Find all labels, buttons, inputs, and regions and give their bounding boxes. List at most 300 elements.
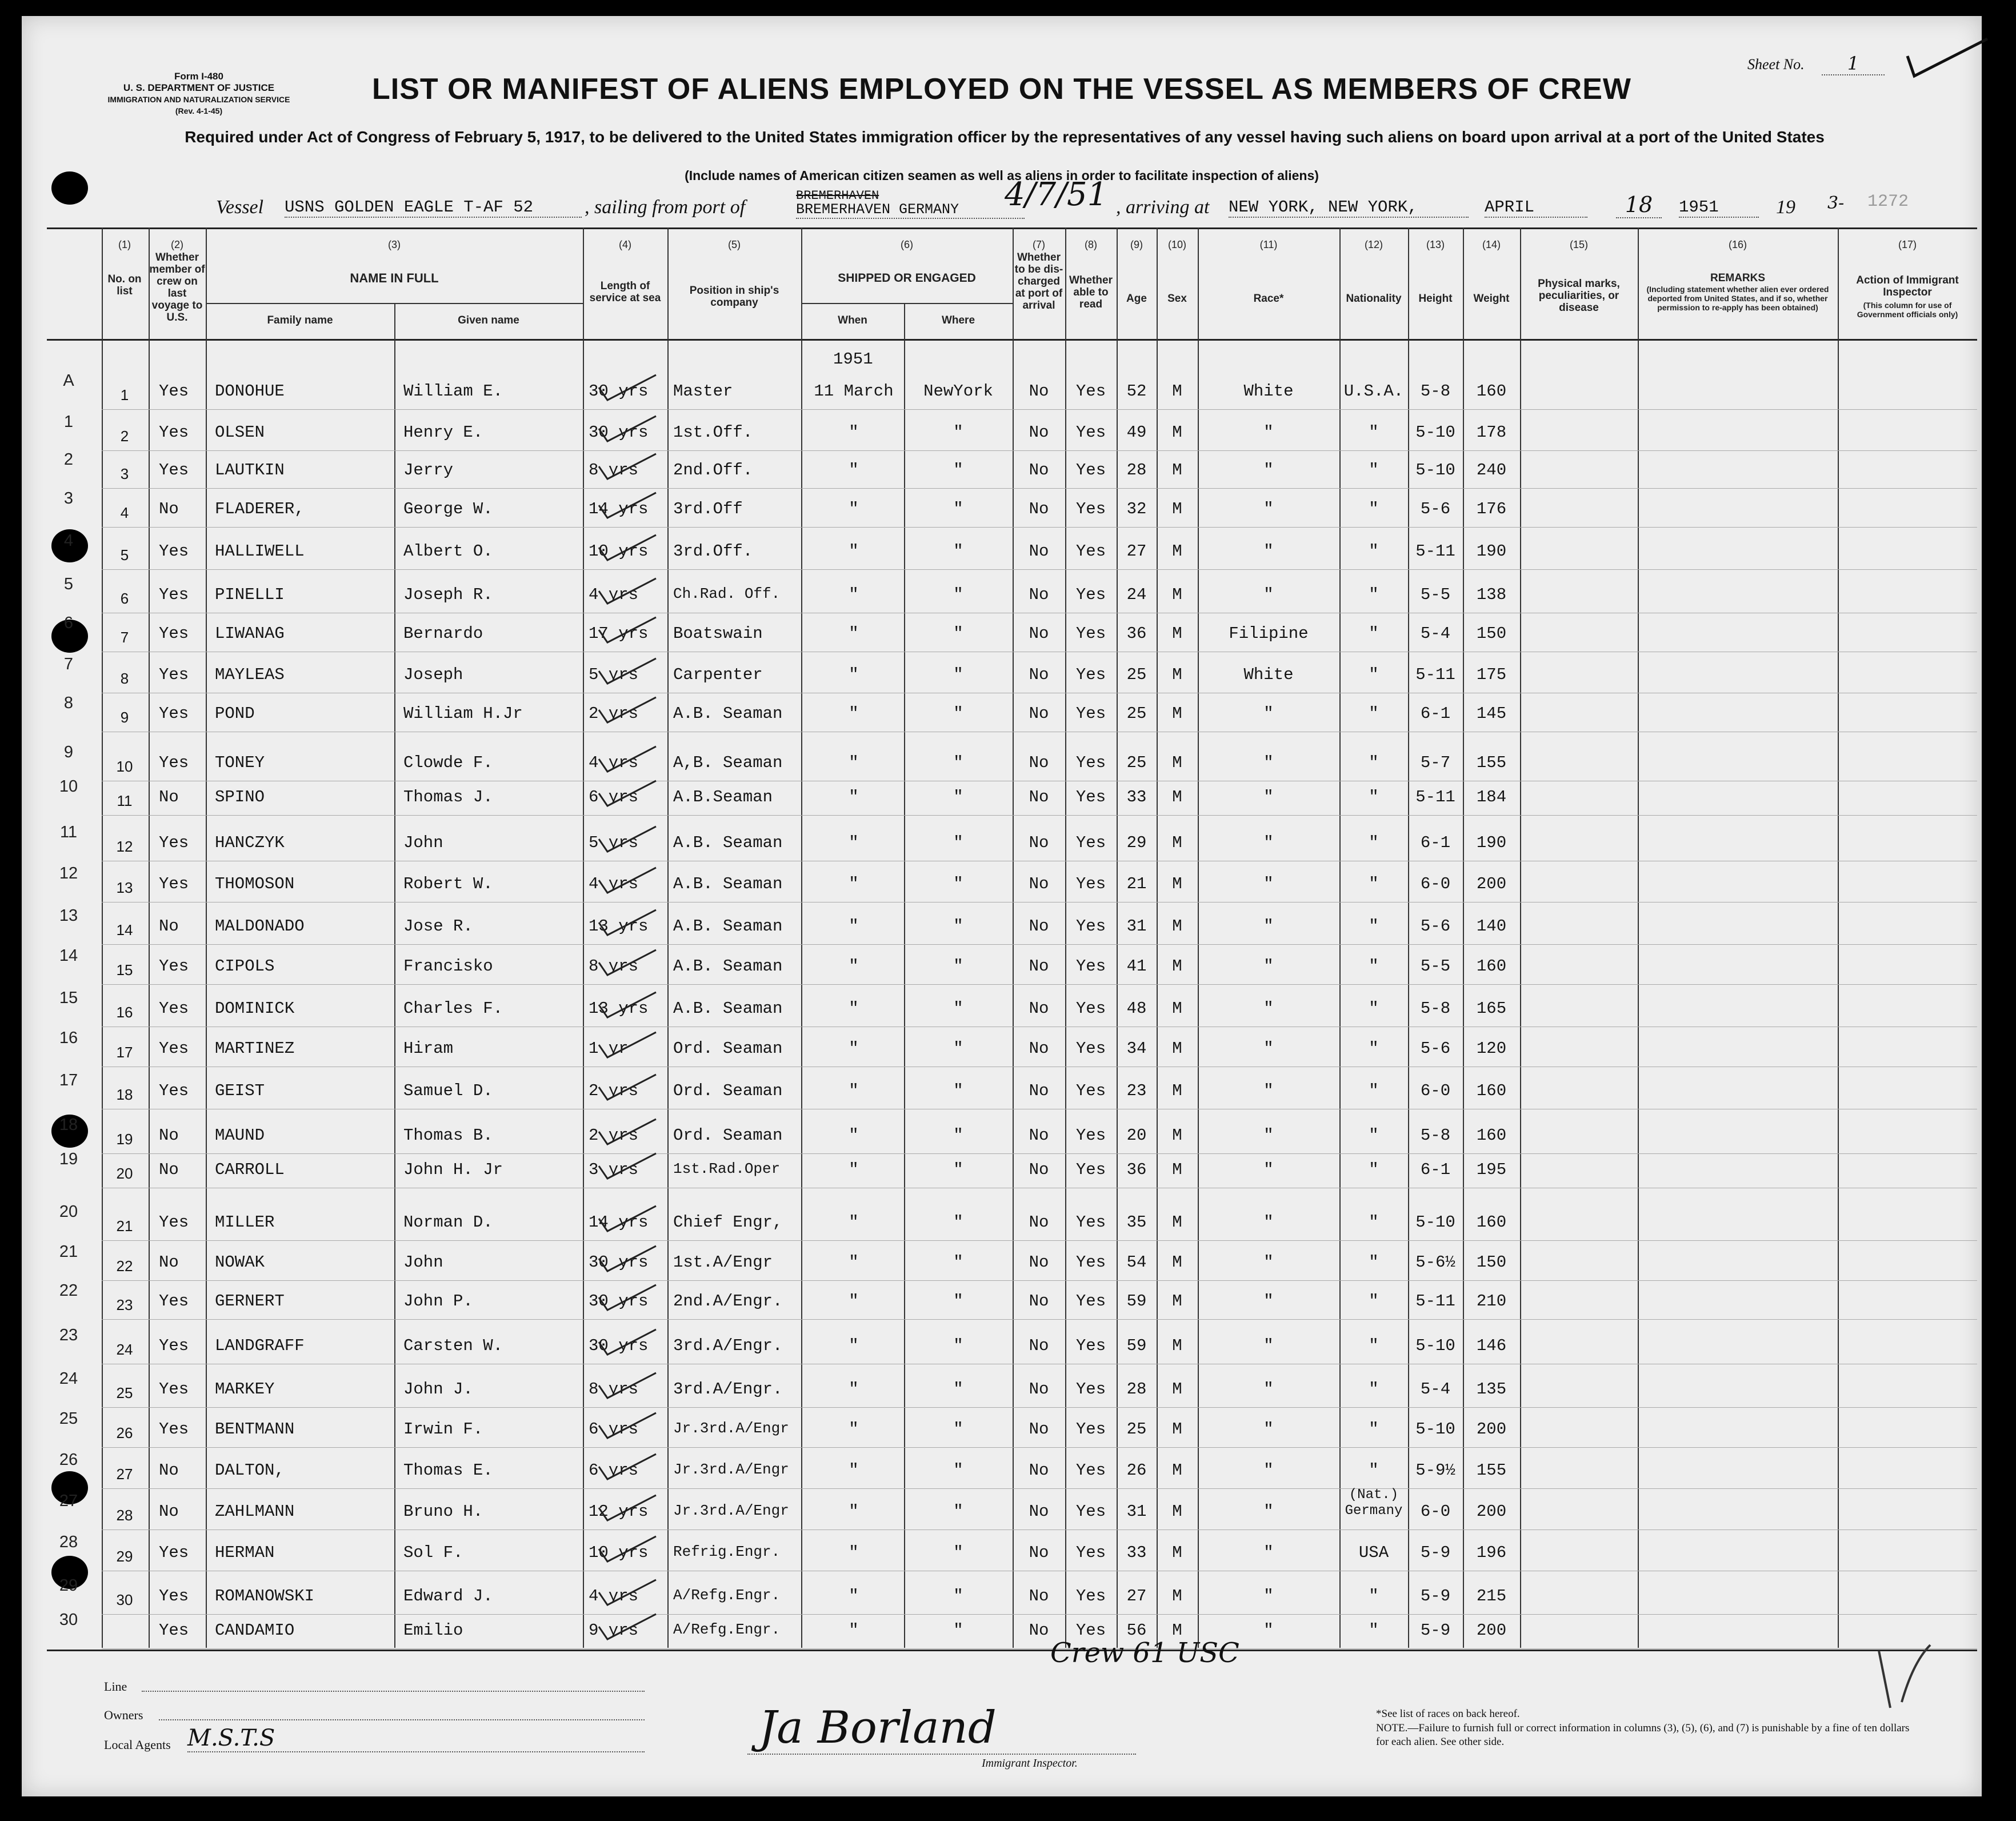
cell-svc: 8 yrs [589, 461, 639, 480]
row-margin-label: 13 [59, 906, 78, 925]
checkmark-icon [593, 574, 662, 608]
stamp-number: 1272 [1867, 192, 1909, 211]
cell-where: " [953, 704, 963, 723]
cell-race: " [1263, 1336, 1274, 1355]
cell-svc: 10 yrs [589, 542, 649, 561]
checkmark-icon [593, 1241, 662, 1276]
service: IMMIGRATION AND NATURALIZATION SERVICE [107, 95, 290, 104]
cell-ht: 6-1 [1420, 704, 1451, 723]
cell-given: Charles F. [403, 999, 503, 1018]
cell-wt: 190 [1476, 833, 1507, 852]
cell-svc: 13 yrs [589, 917, 649, 936]
cell-crew: Yes [159, 999, 189, 1018]
cell-nat: " [1369, 423, 1379, 442]
cell-read: Yes [1075, 1420, 1106, 1439]
page-title: LIST OR MANIFEST OF ALIENS EMPLOYED ON THE VESSEL AS MEMBERS OF CREW [372, 73, 1631, 106]
cell-sex: M [1172, 957, 1182, 976]
row-rule [102, 527, 1977, 528]
col6-num: (6) [901, 239, 913, 250]
cell-family: GERNERT [215, 1292, 285, 1311]
cell-ht: 5-8 [1420, 382, 1451, 401]
cell-pos: A.B. Seaman [673, 999, 783, 1018]
col17-num: (17) [1898, 239, 1917, 250]
cell-ht: 6-1 [1420, 1160, 1451, 1179]
cell-crew: Yes [159, 423, 189, 442]
row-rule [102, 1280, 1977, 1281]
cell-age: 59 [1126, 1292, 1147, 1311]
cell-given: John P. [403, 1292, 473, 1311]
cell-pos: A.B. Seaman [673, 704, 783, 723]
row-margin-label: 22 [59, 1281, 78, 1300]
cell-svc: 30 yrs [589, 423, 649, 442]
arrival-month: APRIL [1485, 198, 1587, 218]
checkmark-icon [593, 693, 662, 727]
cell-race: " [1263, 753, 1274, 772]
cell-dis: No [1029, 1081, 1049, 1100]
cell-age: 21 [1126, 874, 1147, 893]
cell-svc: 2 yrs [589, 704, 639, 723]
cell-nat: " [1369, 1420, 1379, 1439]
cell-pos: A.B. Seaman [673, 833, 783, 852]
cell-when: " [849, 1543, 859, 1562]
cell-ht: 5-4 [1420, 1380, 1451, 1399]
cell-given: Robert W. [403, 874, 493, 893]
cell-given: Carsten W. [403, 1336, 503, 1355]
cell-pos: 1st.A/Engr [673, 1253, 773, 1272]
revision: (Rev. 4-1-45) [175, 106, 223, 115]
cell-read: Yes [1075, 917, 1106, 936]
department: U. S. DEPARTMENT OF JUSTICE [123, 82, 275, 93]
cell-when: " [849, 1213, 859, 1232]
col2-header: Whether member of crew on last voyage to U.S. [149, 251, 205, 324]
row-rule [102, 450, 1977, 451]
cell-when: 11 March [814, 382, 894, 401]
cell-dis: No [1029, 624, 1049, 643]
cell-crew: Yes [159, 1213, 189, 1232]
cell-sex: M [1172, 500, 1182, 518]
cell-pos: 1st.Rad.Oper [673, 1160, 781, 1177]
cell-read: Yes [1075, 1543, 1106, 1562]
cell-family: MARKEY [215, 1380, 275, 1399]
cell-race: " [1263, 461, 1274, 480]
col13-num: (13) [1426, 239, 1445, 250]
cell-when: " [849, 957, 859, 976]
cell-svc: 8 yrs [589, 1380, 639, 1399]
cell-ht: 5-6 [1420, 500, 1451, 518]
cell-pos: 3rd.Off [673, 500, 743, 518]
cell-sex: M [1172, 585, 1182, 604]
row-margin-label: 16 [59, 1029, 78, 1047]
row-rule [102, 815, 1977, 816]
col7-header: Whether to be dis-charged at port of arrival [1014, 251, 1063, 312]
cell-age: 33 [1126, 788, 1147, 806]
cell-crew: Yes [159, 957, 189, 976]
row-rule [102, 1240, 1977, 1241]
cell-nat: " [1369, 500, 1379, 518]
cell-age: 49 [1126, 423, 1147, 442]
cell-where: " [953, 585, 963, 604]
cell-age: 28 [1126, 461, 1147, 480]
cell-crew: No [159, 1461, 179, 1480]
cell-family: LAUTKIN [215, 461, 285, 480]
cell-family: DOMINICK [215, 999, 295, 1018]
col12-num: (12) [1364, 239, 1383, 250]
cell-crew: Yes [159, 1336, 189, 1355]
cell-wt: 160 [1476, 957, 1507, 976]
cell-svc: 12 yrs [589, 1502, 649, 1521]
row-rule [102, 1407, 1977, 1408]
vessel-label: Vessel [216, 197, 264, 218]
cell-given: John H. Jr [403, 1160, 503, 1179]
cell-given: John [403, 1253, 443, 1272]
checkmark-icon [593, 776, 662, 810]
cell-when: " [849, 833, 859, 852]
cell-pos: Master [673, 382, 733, 401]
cell-ht: 5-9 [1420, 1621, 1451, 1640]
cell-pos: A.B. Seaman [673, 874, 783, 893]
cell-dis: No [1029, 1502, 1049, 1521]
col7-num: (7) [1033, 239, 1045, 250]
cell-wt: 195 [1476, 1160, 1507, 1179]
cell-crew: Yes [159, 382, 189, 401]
cell-no: 7 [120, 629, 129, 646]
cell-pos: Jr.3rd.A/Engr [673, 1420, 789, 1437]
cell-when: " [849, 788, 859, 806]
cell-no: 9 [120, 709, 129, 726]
cell-read: Yes [1075, 833, 1106, 852]
cell-svc: 30 yrs [589, 1292, 649, 1311]
cell-family: DONOHUE [215, 382, 285, 401]
cell-age: 36 [1126, 624, 1147, 643]
cell-family: FLADERER, [215, 500, 305, 518]
arrival-year: 1951 [1679, 198, 1759, 218]
cell-sex: M [1172, 1461, 1182, 1480]
cell-crew: No [159, 788, 179, 806]
row-margin-label: 11 [59, 823, 78, 841]
cell-age: 25 [1126, 1420, 1147, 1439]
cell-svc: 6 yrs [589, 788, 639, 806]
cell-race: " [1263, 423, 1274, 442]
cell-given: Albert O. [403, 542, 493, 561]
cell-sex: M [1172, 1160, 1182, 1179]
row-margin-label: 2 [63, 450, 74, 469]
checkmark-icon [593, 1149, 662, 1183]
cell-read: Yes [1075, 461, 1106, 480]
cell-no: 22 [116, 1257, 133, 1275]
cell-given: Jose R. [403, 917, 473, 936]
inspector-signature: Ja Borland [759, 1702, 997, 1754]
cell-ht: 5-6 [1420, 917, 1451, 936]
cell-sex: M [1172, 665, 1182, 684]
cell-read: Yes [1075, 1502, 1106, 1521]
cell-given: Joseph R. [403, 585, 493, 604]
col6-when: When [838, 314, 867, 326]
row-margin-label: A [63, 372, 74, 390]
cell-wt: 150 [1476, 624, 1507, 643]
cell-dis: No [1029, 1380, 1049, 1399]
cell-crew: Yes [159, 624, 189, 643]
cell-where: " [953, 917, 963, 936]
row-margin-label: 1 [63, 413, 74, 431]
cell-when: " [849, 1160, 859, 1179]
subtitle: Required under Act of Congress of February 5, 1917, to be delivered to the United States immigration officer by the representatives of any vessel having such aliens on board upon arrival at a port of the United States [185, 128, 1825, 146]
cell-race: " [1263, 1461, 1274, 1480]
cell-ht: 5-4 [1420, 624, 1451, 643]
cell-no: 27 [116, 1465, 133, 1483]
cell-no: 1 [120, 386, 129, 404]
cell-nat: " [1369, 1621, 1379, 1640]
cell-no: 28 [116, 1507, 133, 1524]
cell-age: 41 [1126, 957, 1147, 976]
cell-crew: No [159, 1253, 179, 1272]
row-margin-label: 17 [59, 1071, 78, 1089]
cell-race: " [1263, 1081, 1274, 1100]
sailing-label: , sailing from port of [585, 197, 746, 218]
cell-svc: 3 yrs [589, 1160, 639, 1179]
column-rule [583, 227, 584, 1648]
cell-race: " [1263, 500, 1274, 518]
cell-sex: M [1172, 461, 1182, 480]
cell-wt: 200 [1476, 1420, 1507, 1439]
cell-nat: " [1369, 1126, 1379, 1145]
cell-race: " [1263, 1160, 1274, 1179]
col2-num: (2) [171, 239, 183, 250]
cell-age: 26 [1126, 1461, 1147, 1480]
row-margin-label: 29 [59, 1576, 78, 1595]
cell-when: " [849, 624, 859, 643]
cell-svc: 30 yrs [589, 382, 649, 401]
cell-read: Yes [1075, 423, 1106, 442]
cell-svc: 5 yrs [589, 833, 639, 852]
cell-wt: 215 [1476, 1587, 1507, 1606]
col15-num: (15) [1569, 239, 1588, 250]
checkmark-icon [593, 1115, 662, 1149]
cell-given: William H.Jr [403, 704, 523, 723]
row-margin-label: 7 [63, 655, 74, 673]
checkmark-icon [593, 1028, 662, 1062]
cell-race: " [1263, 585, 1274, 604]
cell-given: John J. [403, 1380, 473, 1399]
col16-header: REMARKS [1710, 272, 1766, 284]
cell-read: Yes [1075, 1160, 1106, 1179]
row-margin-label: 5 [63, 575, 74, 593]
cell-where: " [953, 753, 963, 772]
cell-read: Yes [1075, 999, 1106, 1018]
cell-pos: Ord. Seaman [673, 1081, 783, 1100]
cell-pos: Ord. Seaman [673, 1039, 783, 1058]
cell-crew: Yes [159, 833, 189, 852]
cell-family: OLSEN [215, 423, 265, 442]
col9-header: Age [1126, 293, 1147, 305]
cell-family: MILLER [215, 1213, 275, 1232]
cell-pos: A,B. Seaman [673, 753, 783, 772]
cell-read: Yes [1075, 1621, 1106, 1640]
cell-pos: A.B. Seaman [673, 917, 783, 936]
cell-where: " [953, 542, 963, 561]
cell-no: 2 [120, 428, 129, 445]
cell-when: " [849, 665, 859, 684]
cell-dis: No [1029, 753, 1049, 772]
cell-age: 32 [1126, 500, 1147, 518]
cell-svc: 5 yrs [589, 665, 639, 684]
col17-header: Action of Immigrant Inspector [1856, 274, 1959, 298]
cell-dis: No [1029, 1126, 1049, 1145]
cell-given: Thomas B. [403, 1126, 493, 1145]
cell-crew: Yes [159, 1587, 189, 1606]
cell-svc: 8 yrs [589, 957, 639, 976]
cell-dis: No [1029, 1292, 1049, 1311]
cell-given: Norman D. [403, 1213, 493, 1232]
cell-age: 31 [1126, 917, 1147, 936]
cell-when: " [849, 1420, 859, 1439]
row-margin-label: 24 [59, 1369, 78, 1388]
arriving-port: NEW YORK, NEW YORK, [1229, 198, 1469, 218]
cell-read: Yes [1075, 1081, 1106, 1100]
checkmark-icon [593, 530, 662, 565]
row-rule [102, 1614, 1977, 1615]
row-margin-label: 15 [59, 989, 78, 1007]
cell-crew: Yes [159, 665, 189, 684]
row-rule [102, 1319, 1977, 1320]
cell-dis: No [1029, 423, 1049, 442]
agents-value: M.S.T.S [187, 1725, 645, 1752]
col1-header: No. on list [107, 273, 142, 297]
cell-ht: 5-10 [1415, 423, 1455, 442]
cell-crew: Yes [159, 1621, 189, 1640]
cell-wt: 160 [1476, 1081, 1507, 1100]
cell-dis: No [1029, 1253, 1049, 1272]
cell-read: Yes [1075, 1292, 1106, 1311]
cell-wt: 145 [1476, 704, 1507, 723]
cell-family: PINELLI [215, 585, 285, 604]
cell-when: " [849, 1253, 859, 1272]
col13-header: Height [1418, 293, 1453, 305]
cell-where: " [953, 1336, 963, 1355]
cell-crew: No [159, 1502, 179, 1521]
cell-read: Yes [1075, 382, 1106, 401]
cell-crew: No [159, 500, 179, 518]
cell-pos: 3rd.Off. [673, 542, 753, 561]
cell-wt: 135 [1476, 1380, 1507, 1399]
checkmark-icon [593, 905, 662, 940]
subnote: (Include names of American citizen seamen as well as aliens in order to facilitate inspection of aliens) [685, 168, 1319, 183]
inspector-label: Immigrant Inspector. [982, 1757, 1078, 1770]
sheet-number: 1 [1822, 53, 1885, 75]
nineteen-label: 19 [1776, 197, 1795, 218]
checkmark-icon [593, 613, 662, 647]
cell-where: " [953, 1587, 963, 1606]
cell-crew: No [159, 1126, 179, 1145]
sailing-port: BREMERHAVEN GERMANY [796, 201, 1025, 219]
arrival-day: 18 [1616, 192, 1662, 218]
cell-no: 21 [116, 1217, 133, 1235]
cell-ht: 6-0 [1420, 874, 1451, 893]
cell-nat: " [1369, 957, 1379, 976]
cell-family: MAYLEAS [215, 665, 285, 684]
cell-nat: " [1369, 1587, 1379, 1606]
sheet-label: Sheet No. [1747, 56, 1805, 73]
col11-header: Race* [1253, 293, 1284, 305]
handwritten-date: 4/7/51 [1005, 176, 1108, 213]
cell-race: " [1263, 1543, 1274, 1562]
cell-given: John [403, 833, 443, 852]
cell-crew: Yes [159, 874, 189, 893]
cell-wt: 160 [1476, 1126, 1507, 1145]
cell-wt: 200 [1476, 874, 1507, 893]
cell-age: 54 [1126, 1253, 1147, 1272]
row-margin-label: 21 [59, 1243, 78, 1261]
cell-given: Jerry [403, 461, 454, 480]
cell-dis: No [1029, 1160, 1049, 1179]
cell-sex: M [1172, 1253, 1182, 1272]
row-rule [102, 1648, 1977, 1649]
cell-no: 10 [116, 758, 133, 775]
cell-wt: 190 [1476, 542, 1507, 561]
col17-note: (This column for use of Government officials only) [1857, 301, 1958, 319]
cell-crew: Yes [159, 1039, 189, 1058]
cell-when: " [849, 1502, 859, 1521]
cell-wt: 146 [1476, 1336, 1507, 1355]
row-margin-label: 27 [59, 1492, 78, 1510]
cell-family: CANDAMIO [215, 1621, 295, 1640]
cell-when: " [849, 500, 859, 518]
cell-no: 4 [120, 504, 129, 521]
cell-given: George W. [403, 500, 493, 518]
cell-read: Yes [1075, 874, 1106, 893]
cell-where: " [953, 1081, 963, 1100]
cell-ht: 6-1 [1420, 833, 1451, 852]
cell-sex: M [1172, 1126, 1182, 1145]
cell-read: Yes [1075, 1380, 1106, 1399]
cell-nat: " [1369, 1292, 1379, 1311]
row-rule [102, 1447, 1977, 1448]
cell-nat: " [1369, 1253, 1379, 1272]
cell-ht: 5-5 [1420, 585, 1451, 604]
cell-given: Joseph [403, 665, 463, 684]
races-note: *See list of races on back hereof. [1376, 1708, 1520, 1720]
cell-dis: No [1029, 1336, 1049, 1355]
col4-num: (4) [619, 239, 631, 250]
cell-wt: 138 [1476, 585, 1507, 604]
cell-when: " [849, 461, 859, 480]
column-rule [1520, 227, 1521, 1648]
cell-when: " [849, 1336, 859, 1355]
cell-no: 18 [116, 1086, 133, 1103]
cell-pos: A.B. Seaman [673, 957, 783, 976]
cell-read: Yes [1075, 957, 1106, 976]
cell-age: 23 [1126, 1081, 1147, 1100]
cell-dis: No [1029, 585, 1049, 604]
cell-dis: No [1029, 704, 1049, 723]
checkmark-icon [593, 742, 662, 776]
row-margin-label: 20 [59, 1203, 78, 1221]
row-margin-label: 6 [63, 614, 74, 632]
cell-family: HANCZYK [215, 833, 285, 852]
cell-age: 25 [1126, 753, 1147, 772]
cell-read: Yes [1075, 704, 1106, 723]
column-rule [667, 227, 669, 1648]
cell-dis: No [1029, 957, 1049, 976]
cell-read: Yes [1075, 1461, 1106, 1480]
checkmark-icon [593, 1491, 662, 1525]
col16-num: (16) [1728, 239, 1747, 250]
cell-nat: " [1369, 1336, 1379, 1355]
cell-when: " [849, 1126, 859, 1145]
cell-dis: No [1029, 1461, 1049, 1480]
cell-wt: 200 [1476, 1502, 1507, 1521]
column-rule [1638, 227, 1639, 1648]
cell-wt: 165 [1476, 999, 1507, 1018]
